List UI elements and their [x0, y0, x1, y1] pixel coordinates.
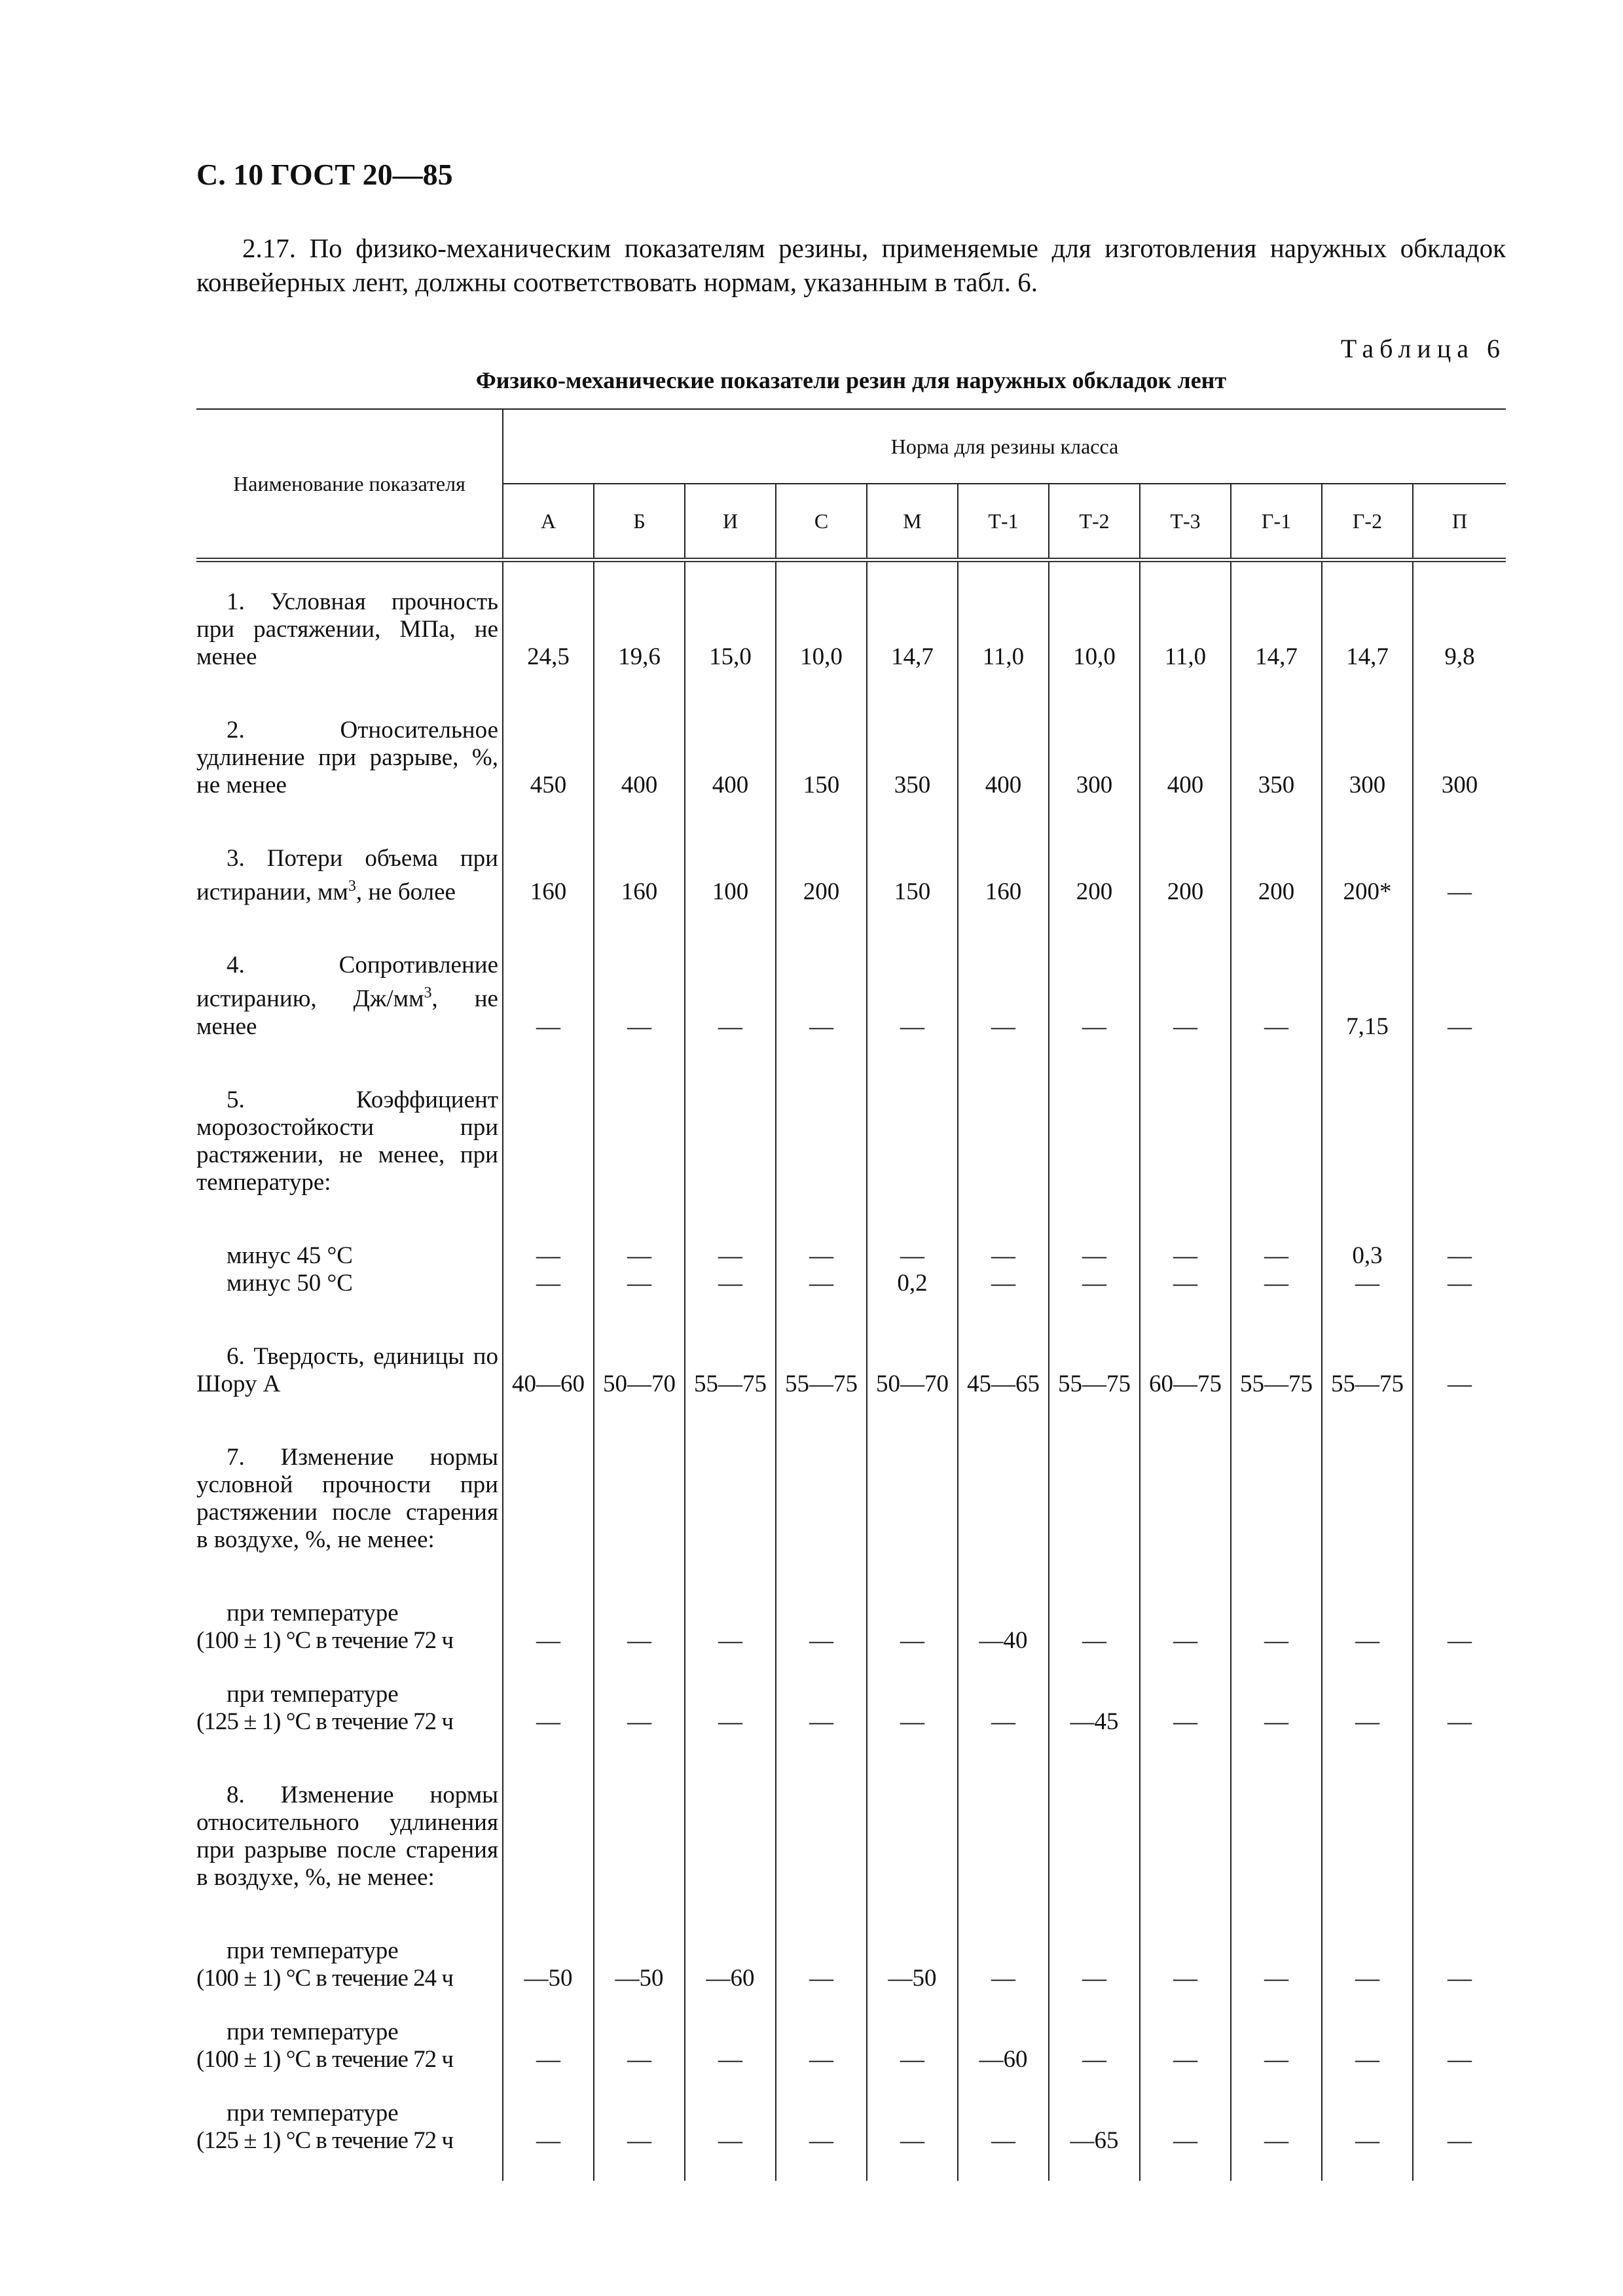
value-cell — [1140, 1782, 1231, 1892]
value-cell: — — [1448, 1626, 1472, 1654]
value-cell: 55—75 — [685, 1343, 776, 1398]
value-cell — [1049, 1444, 1140, 1554]
value-cell: 11,0 — [958, 588, 1049, 671]
name-text: 1. Условная прочность при растяжении, МПа, не менее — [196, 588, 498, 670]
value-cell: 200* — [1322, 845, 1413, 906]
table-subrow — [196, 1937, 1506, 1992]
value-cell: — — [867, 952, 958, 1040]
value-cell — [1413, 1086, 1506, 1196]
value-cell: 200 — [1140, 845, 1231, 906]
indicator-name — [196, 1086, 503, 1196]
value-cell — [685, 1444, 776, 1554]
row-spacer — [196, 1992, 1506, 2018]
value-cell: — — [776, 2100, 867, 2155]
table-row — [196, 588, 1506, 671]
name-part: , не более — [356, 878, 456, 906]
name-part: 3. Потери объема при истирании, мм — [196, 845, 498, 906]
row-spacer — [196, 1297, 1506, 1343]
table-6 — [196, 408, 1506, 2181]
value-cell — [1322, 1444, 1413, 1554]
value-cell: 55—75 — [776, 1343, 867, 1398]
indicator-name — [196, 2018, 503, 2073]
table-row — [196, 952, 1506, 1040]
value-cell: — — [1049, 1242, 1140, 1270]
value-cell: — — [958, 1242, 1049, 1270]
value-cell: — — [1140, 1270, 1231, 1297]
value-cell — [1231, 1444, 1322, 1554]
value-cell — [1049, 1086, 1140, 1196]
value-cell: 24,5 — [503, 588, 594, 671]
value-cell: — — [867, 1600, 958, 1655]
value-cell — [776, 1444, 867, 1554]
row-spacer — [196, 1736, 1506, 1782]
value-cell: 200 — [776, 845, 867, 906]
indicator-name — [196, 1782, 503, 1892]
value-cell: — — [594, 2018, 685, 2073]
name-text: при температуре — [227, 1937, 399, 1964]
value-cell: —50 — [867, 1937, 958, 1992]
value-cell: — — [1231, 1242, 1322, 1270]
value-cell: 14,7 — [867, 588, 958, 671]
value-cell — [958, 1444, 1049, 1554]
value-cell — [1231, 1086, 1322, 1196]
superscript: 3 — [348, 878, 356, 895]
superscript: 3 — [424, 984, 432, 1002]
table-label: Таблица 6 — [1340, 334, 1506, 363]
name-text: (125 ± 1) °С в течение 72 ч — [196, 2126, 453, 2154]
value-cell: —50 — [503, 1937, 594, 1992]
value-cell — [958, 1086, 1049, 1196]
value-cell: — — [1448, 1269, 1472, 1297]
row-spacer — [196, 560, 1506, 589]
value-cell: 7,15 — [1322, 952, 1413, 1040]
value-cell: 14,7 — [1322, 588, 1413, 671]
value-cell: — — [1231, 952, 1322, 1040]
row-spacer — [196, 1892, 1506, 1937]
value-cell: — — [1448, 878, 1472, 906]
value-cell: — — [1322, 2018, 1413, 2073]
header-class-10: П — [1413, 484, 1506, 560]
value-cell: — — [685, 1242, 776, 1270]
value-cell: — — [867, 2018, 958, 2073]
document-page — [196, 157, 1506, 2181]
table-subrow — [196, 1681, 1506, 1736]
name-text: (125 ± 1) °С в течение 72 ч — [196, 1708, 453, 1735]
value-cell — [594, 1086, 685, 1196]
value-cell: — — [867, 1242, 958, 1270]
row-spacer — [196, 1398, 1506, 1444]
name-part: 4. Сопротивление истиранию, Дж/мм — [196, 952, 498, 1013]
value-cell: — — [594, 952, 685, 1040]
value-cell — [594, 1782, 685, 1892]
value-cell: — — [1448, 1964, 1472, 1992]
value-cell: 400 — [685, 717, 776, 799]
table-subrow — [196, 2018, 1506, 2073]
value-cell — [1049, 1782, 1140, 1892]
value-cell: 19,6 — [594, 588, 685, 671]
header-class-3: С — [776, 484, 867, 560]
value-cell: 45—65 — [958, 1343, 1049, 1398]
value-cell: — — [503, 1270, 594, 1297]
header-class-5: Т-1 — [958, 484, 1049, 560]
value-cell: — — [776, 2018, 867, 2073]
name-text: 7. Изменение нормы условной прочности при растяжении после старения в воздухе, %, не менее: — [196, 1443, 498, 1553]
name-text: при температуре — [227, 2018, 399, 2045]
value-cell — [776, 1782, 867, 1892]
value-cell: 300 — [1441, 772, 1478, 798]
name-text: 2. Относительное удлинение при разрыве, %, не менее — [196, 717, 498, 798]
table-subrow — [196, 1270, 1506, 1297]
value-cell: 200 — [1231, 845, 1322, 906]
value-cell: 160 — [594, 845, 685, 906]
indicator-name — [196, 717, 503, 799]
header-indicator-name: Наименование показателя — [196, 409, 503, 560]
value-cell: — — [1448, 2045, 1472, 2073]
value-cell: — — [1049, 1600, 1140, 1655]
header-class-2: И — [685, 484, 776, 560]
value-cell: 350 — [1231, 717, 1322, 799]
value-cell: — — [1231, 1937, 1322, 1992]
value-cell — [1140, 1444, 1231, 1554]
value-cell: 400 — [1140, 717, 1231, 799]
value-cell: 11,0 — [1140, 588, 1231, 671]
row-spacer — [196, 2073, 1506, 2100]
value-cell: — — [1448, 1013, 1472, 1040]
name-text: (100 ± 1) °С в течение 72 ч — [196, 1626, 453, 1654]
row-spacer — [196, 671, 1506, 717]
table-subrow — [196, 1600, 1506, 1655]
row-spacer — [196, 1196, 1506, 1242]
name-text: минус 45 °С — [227, 1242, 353, 1269]
value-cell: — — [594, 1242, 685, 1270]
value-cell: — — [1140, 1242, 1231, 1270]
table-row — [196, 1444, 1506, 1554]
value-cell: — — [958, 2100, 1049, 2155]
value-cell: — — [1448, 2126, 1472, 2154]
value-cell: —45 — [1049, 1681, 1140, 1736]
value-cell: — — [1322, 1681, 1413, 1736]
value-cell: — — [1322, 1600, 1413, 1655]
value-cell: 9,8 — [1444, 643, 1475, 670]
value-cell: — — [594, 1681, 685, 1736]
header-class-9: Г-2 — [1322, 484, 1413, 560]
value-cell: — — [1448, 1242, 1472, 1269]
value-cell — [958, 1782, 1049, 1892]
value-cell: — — [1448, 1708, 1472, 1735]
value-cell: — — [1049, 1270, 1140, 1297]
table-row — [196, 1782, 1506, 1892]
value-cell: — — [958, 1681, 1049, 1736]
header-class-0: А — [503, 484, 594, 560]
value-cell: 15,0 — [685, 588, 776, 671]
value-cell: — — [958, 1270, 1049, 1297]
value-cell: 10,0 — [1049, 588, 1140, 671]
name-text: 6. Твердость, единицы по Шору А — [196, 1342, 498, 1397]
value-cell: 55—75 — [1322, 1343, 1413, 1398]
value-cell: —60 — [685, 1937, 776, 1992]
value-cell — [1413, 1782, 1506, 1892]
value-cell: —40 — [958, 1600, 1049, 1655]
value-cell: — — [1322, 2100, 1413, 2155]
value-cell: — — [685, 1270, 776, 1297]
value-cell: 55—75 — [1049, 1343, 1140, 1398]
indicator-name — [196, 1444, 503, 1554]
header-class-8: Г-1 — [1231, 484, 1322, 560]
indicator-name — [196, 952, 503, 1040]
indicator-name — [196, 1937, 503, 1992]
value-cell: — — [958, 952, 1049, 1040]
value-cell — [867, 1782, 958, 1892]
table-row — [196, 1343, 1506, 1398]
table-caption: Физико-механические показатели резин для наружных обкладок лент — [475, 367, 1227, 393]
header-norm-group: Норма для резины класса — [503, 409, 1506, 484]
value-cell: — — [594, 2100, 685, 2155]
value-cell: 60—75 — [1140, 1343, 1231, 1398]
table-subrow — [196, 1242, 1506, 1270]
value-cell: 50—70 — [867, 1343, 958, 1398]
value-cell: — — [1140, 2018, 1231, 2073]
row-spacer — [196, 1655, 1506, 1681]
indicator-name — [196, 1681, 503, 1736]
value-cell — [685, 1782, 776, 1892]
value-cell: — — [1049, 2018, 1140, 2073]
row-spacer — [196, 906, 1506, 952]
value-cell: — — [1448, 1370, 1472, 1397]
value-cell: — — [685, 2100, 776, 2155]
value-cell — [867, 1086, 958, 1196]
value-cell: — — [867, 1681, 958, 1736]
indicator-name — [196, 1600, 503, 1655]
row-spacer — [196, 2155, 1506, 2181]
value-cell: — — [1140, 1937, 1231, 1992]
header-class-4: М — [867, 484, 958, 560]
value-cell: 150 — [776, 717, 867, 799]
indicator-name — [196, 2100, 503, 2155]
value-cell — [776, 1086, 867, 1196]
name-text: при температуре — [227, 2099, 399, 2126]
indicator-name — [196, 1343, 503, 1398]
name-text: (100 ± 1) °С в течение 72 ч — [196, 2045, 453, 2073]
value-cell — [1413, 1444, 1506, 1554]
value-cell: 100 — [685, 845, 776, 906]
value-cell — [1322, 1782, 1413, 1892]
value-cell: — — [594, 1270, 685, 1297]
name-text: при температуре — [227, 1599, 399, 1626]
header-class-6: Т-2 — [1049, 484, 1140, 560]
value-cell: —50 — [594, 1937, 685, 1992]
value-cell: 400 — [958, 717, 1049, 799]
name-text: 5. Коэффициент морозостойкости при растяжении, не менее, при температуре: — [196, 1086, 498, 1196]
page-header: С. 10 ГОСТ 20—85 — [196, 158, 453, 191]
name-text: 8. Изменение нормы относительного удлинения при разрыве после старения в воздухе, %, не менее: — [196, 1781, 498, 1891]
value-cell: 40—60 — [503, 1343, 594, 1398]
value-cell: — — [1322, 1937, 1413, 1992]
value-cell: 150 — [867, 845, 958, 906]
value-cell — [503, 1782, 594, 1892]
row-spacer — [196, 1041, 1506, 1086]
value-cell: — — [503, 952, 594, 1040]
value-cell: — — [685, 1681, 776, 1736]
value-cell: — — [1140, 952, 1231, 1040]
value-cell: — — [1140, 2100, 1231, 2155]
value-cell: — — [776, 952, 867, 1040]
value-cell — [867, 1444, 958, 1554]
value-cell: 160 — [958, 845, 1049, 906]
name-text — [196, 952, 498, 1040]
value-cell: — — [503, 1242, 594, 1270]
value-cell: — — [1231, 1681, 1322, 1736]
indicator-name — [196, 1270, 503, 1297]
value-cell: — — [776, 1681, 867, 1736]
value-cell — [1231, 1782, 1322, 1892]
value-cell: — — [503, 2018, 594, 2073]
value-cell: 0,3 — [1322, 1242, 1413, 1270]
row-spacer — [196, 799, 1506, 845]
value-cell — [594, 1444, 685, 1554]
value-cell: —65 — [1049, 2100, 1140, 2155]
value-cell: — — [685, 2018, 776, 2073]
indicator-name — [196, 588, 503, 671]
value-cell — [503, 1444, 594, 1554]
value-cell — [1322, 1086, 1413, 1196]
name-text: (100 ± 1) °С в течение 24 ч — [196, 1964, 453, 1992]
table-row — [196, 1086, 1506, 1196]
value-cell: 14,7 — [1231, 588, 1322, 671]
value-cell: 55—75 — [1231, 1343, 1322, 1398]
value-cell: — — [503, 2100, 594, 2155]
value-cell: — — [1231, 2100, 1322, 2155]
paragraph-2-17: 2.17. По физико-механическим показателям резины, применяемые для изготовления наружных обкладок конвейерных лент, должны соответствовать нормам, указанным в табл. 6. — [196, 233, 1506, 297]
value-cell — [685, 1086, 776, 1196]
value-cell: — — [685, 1600, 776, 1655]
value-cell: — — [594, 1600, 685, 1655]
value-cell: 450 — [503, 717, 594, 799]
value-cell: — — [867, 2100, 958, 2155]
value-cell: — — [685, 952, 776, 1040]
header-class-1: Б — [594, 484, 685, 560]
table-row — [196, 845, 1506, 906]
name-text — [196, 845, 498, 906]
value-cell: — — [776, 1242, 867, 1270]
value-cell: 350 — [867, 717, 958, 799]
value-cell — [1140, 1086, 1231, 1196]
value-cell: 400 — [594, 717, 685, 799]
value-cell: — — [503, 1600, 594, 1655]
value-cell — [503, 1086, 594, 1196]
value-cell: — — [1049, 952, 1140, 1040]
name-text: при температуре — [227, 1680, 399, 1708]
value-cell: — — [958, 1937, 1049, 1992]
value-cell: — — [1231, 1270, 1322, 1297]
header-class-7: Т-3 — [1140, 484, 1231, 560]
value-cell: 300 — [1049, 717, 1140, 799]
value-cell: — — [776, 1937, 867, 1992]
value-cell: 300 — [1322, 717, 1413, 799]
value-cell: 0,2 — [867, 1270, 958, 1297]
value-cell: — — [776, 1270, 867, 1297]
value-cell: — — [1049, 1937, 1140, 1992]
value-cell: 50—70 — [594, 1343, 685, 1398]
value-cell: 10,0 — [776, 588, 867, 671]
row-spacer — [196, 1554, 1506, 1600]
value-cell: 200 — [1049, 845, 1140, 906]
value-cell: — — [1140, 1681, 1231, 1736]
name-text: минус 50 °С — [227, 1269, 353, 1297]
value-cell: — — [503, 1681, 594, 1736]
name-part: , не менее — [196, 985, 498, 1040]
value-cell: — — [776, 1600, 867, 1655]
value-cell: — — [1140, 1600, 1231, 1655]
value-cell: — — [1231, 1600, 1322, 1655]
table-row — [196, 717, 1506, 799]
indicator-name — [196, 845, 503, 906]
table-subrow — [196, 2100, 1506, 2155]
indicator-name — [196, 1242, 503, 1270]
value-cell: —60 — [958, 2018, 1049, 2073]
value-cell: — — [1322, 1270, 1413, 1297]
value-cell: — — [1231, 2018, 1322, 2073]
value-cell: 160 — [503, 845, 594, 906]
